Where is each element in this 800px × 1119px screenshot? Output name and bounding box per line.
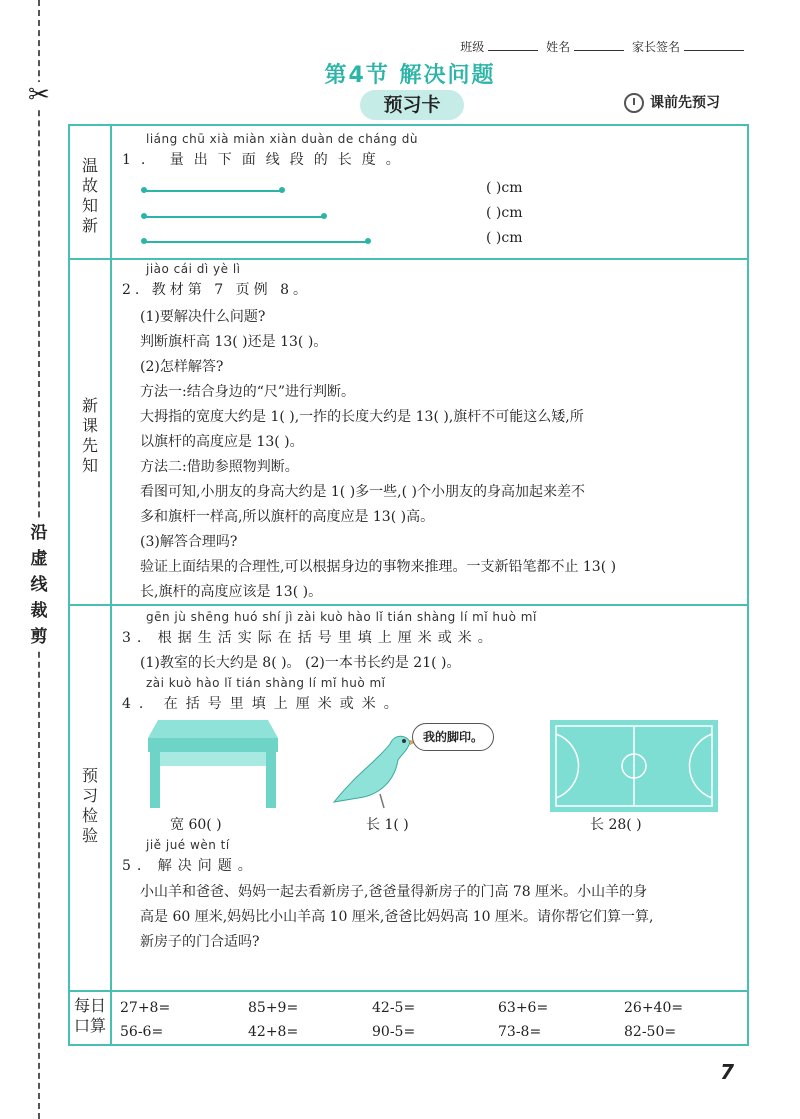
preview-tag bbox=[624, 92, 720, 113]
scissors-icon: ✂ bbox=[28, 80, 50, 110]
q4-caption[interactable]: 长 1( ) bbox=[366, 817, 409, 833]
q2-line: 方法二:借助参照物判断。 bbox=[140, 459, 299, 475]
q2-line: (3)解答合理吗? bbox=[140, 534, 238, 550]
label-divider bbox=[110, 126, 112, 1044]
calc-item[interactable]: 82-50= bbox=[624, 1024, 677, 1040]
page-number: 7 bbox=[720, 1060, 734, 1084]
table-top bbox=[148, 720, 278, 738]
calc-item[interactable]: 73-8= bbox=[498, 1024, 542, 1040]
q2-line: 验证上面结果的合理性,可以根据身边的事物来推理。一支新铅笔都不止 13( ) bbox=[140, 559, 617, 575]
speech-bubble: 我的脚印。 bbox=[412, 723, 494, 751]
class-label: 班级 bbox=[460, 40, 485, 54]
q2-pinyin: jiào cái dì yè lì bbox=[146, 262, 241, 276]
q5-pinyin: jiě jué wèn tí bbox=[146, 838, 230, 852]
section-label-new: 新课先知 bbox=[81, 396, 98, 475]
q2-line: (1)要解决什么问题? bbox=[140, 309, 266, 325]
q2-line: 大拇指的宽度大约是 1( ),一拃的长度大约是 13( ),旗杆不可能这么矮,所 bbox=[140, 409, 584, 425]
q5-line: 新房子的门合适吗? bbox=[140, 934, 260, 950]
calc-item[interactable]: 56-6= bbox=[120, 1024, 164, 1040]
calc-item[interactable]: 27+8= bbox=[120, 1000, 171, 1016]
basketball-court-illustration bbox=[550, 720, 718, 812]
section-label-preview: 预习检验 bbox=[81, 766, 98, 845]
section-divider bbox=[70, 258, 747, 260]
q2-line: 长,旗杆的高度应该是 13( )。 bbox=[140, 584, 323, 600]
calc-item[interactable]: 63+6= bbox=[498, 1000, 549, 1016]
q4-caption[interactable]: 长 28( ) bbox=[590, 817, 642, 833]
class-blank[interactable] bbox=[488, 50, 538, 51]
q1-answer[interactable]: ( )cm bbox=[486, 230, 523, 246]
q2-line: 看图可知,小朋友的身高大约是 1( )多一些,( )个小朋友的身高加起来差不 bbox=[140, 484, 586, 500]
parent-signature-blank[interactable] bbox=[684, 50, 744, 51]
q2-text: 2. 教材第 7 页例 8。 bbox=[122, 282, 311, 298]
q2-line: 方法一:结合身边的“尺”进行判断。 bbox=[140, 384, 356, 400]
table-leg bbox=[150, 752, 160, 808]
calc-item[interactable]: 90-5= bbox=[372, 1024, 416, 1040]
line-segment bbox=[144, 190, 282, 192]
table-leg bbox=[266, 752, 276, 808]
student-info bbox=[460, 38, 748, 55]
q3-line: (1)教室的长大约是 8( )。 (2)一本书长约是 21( )。 bbox=[140, 655, 461, 671]
section-divider bbox=[70, 604, 747, 606]
q1-text: 1. 量出下面线段的长度。 bbox=[122, 152, 410, 168]
q5-line: 小山羊和爸爸、妈妈一起去看新房子,爸爸量得新房子的门高 78 厘米。小山羊的身 bbox=[140, 884, 648, 900]
calc-item[interactable]: 42-5= bbox=[372, 1000, 416, 1016]
q4-caption[interactable]: 宽 60( ) bbox=[170, 817, 222, 833]
q5-text: 5. 解决问题。 bbox=[122, 858, 258, 874]
bird-leg bbox=[380, 794, 384, 808]
q5-line: 高是 60 厘米,妈妈比小山羊高 10 厘米,爸爸比妈妈高 10 厘米。请你帮它们算一算, bbox=[140, 909, 654, 925]
bird-illustration bbox=[328, 728, 416, 810]
bird-body bbox=[334, 736, 410, 802]
calc-item[interactable]: 85+9= bbox=[248, 1000, 299, 1016]
q2-line: 以旗杆的高度应是 13( )。 bbox=[140, 434, 304, 450]
table-edge bbox=[148, 738, 278, 752]
q2-line: 多和旗杆一样高,所以旗杆的高度应是 13( )高。 bbox=[140, 509, 435, 525]
line-segment bbox=[144, 241, 368, 243]
q4-pinyin: zài kuò hào lǐ tián shàng lí mǐ huò mǐ bbox=[146, 676, 386, 690]
q3-pinyin: gēn jù shēng huó shí jì zài kuò hào lǐ tián shàng lí mǐ huò mǐ bbox=[146, 610, 537, 624]
calc-item[interactable]: 26+40= bbox=[624, 1000, 684, 1016]
cut-instruction: 沿虚线裁剪 bbox=[28, 520, 50, 650]
q3-text: 3. 根据生活实际在括号里填上厘米或米。 bbox=[122, 630, 498, 646]
section-label-daily: 每日口算 bbox=[74, 996, 107, 1035]
section-divider bbox=[70, 990, 747, 992]
calc-item[interactable]: 42+8= bbox=[248, 1024, 299, 1040]
q1-pinyin: liáng chū xià miàn xiàn duàn de cháng dù bbox=[146, 132, 418, 146]
name-label: 姓名 bbox=[546, 40, 571, 54]
preview-card-title: 预习卡 bbox=[360, 90, 464, 120]
preview-tag-label: 课前先预习 bbox=[650, 95, 720, 111]
page-title: 第4节 解决问题 bbox=[324, 63, 496, 88]
name-blank[interactable] bbox=[574, 50, 624, 51]
bird-eye bbox=[402, 739, 406, 743]
q2-line: 判断旗杆高 13( )还是 13( )。 bbox=[140, 334, 328, 350]
q4-text: 4. 在括号里填上厘米或米。 bbox=[122, 696, 406, 712]
line-segment bbox=[144, 216, 324, 218]
worksheet-frame bbox=[68, 124, 749, 1046]
table-drawer bbox=[160, 752, 266, 766]
alarm-clock-icon bbox=[624, 93, 644, 113]
table-illustration bbox=[140, 716, 280, 810]
q1-answer[interactable]: ( )cm bbox=[486, 180, 523, 196]
q2-line: (2)怎样解答? bbox=[140, 359, 224, 375]
parent-signature-label: 家长签名 bbox=[631, 40, 680, 54]
section-label-review: 温故知新 bbox=[81, 156, 98, 235]
q1-answer[interactable]: ( )cm bbox=[486, 205, 523, 221]
